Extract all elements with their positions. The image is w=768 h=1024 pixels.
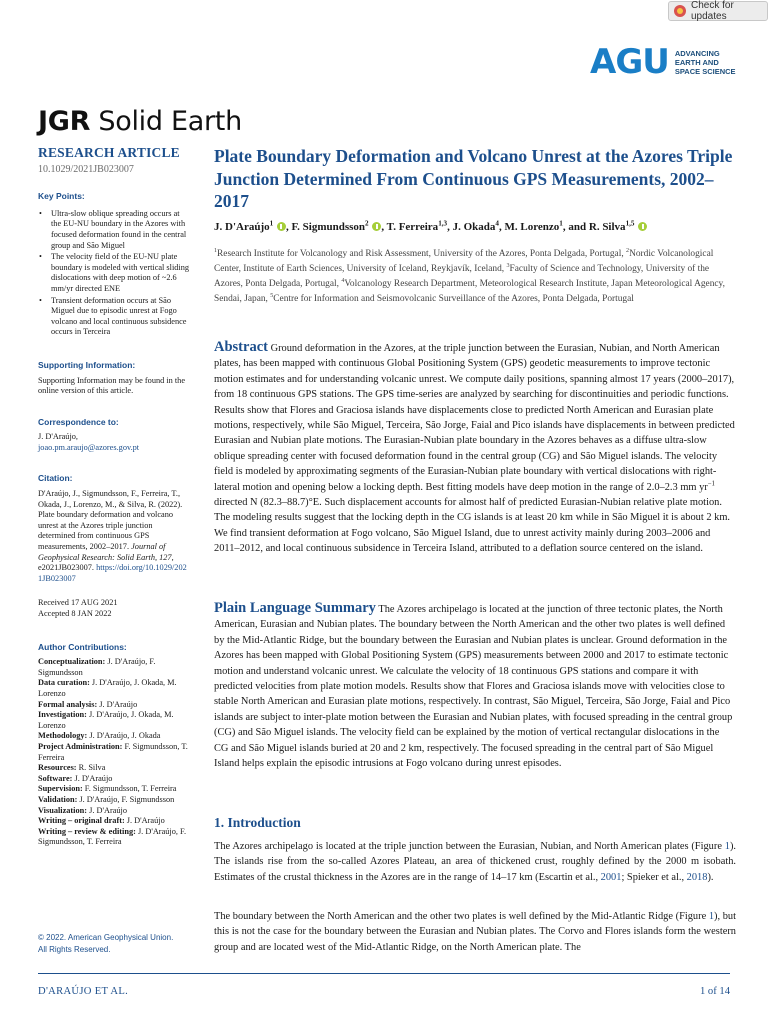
author-affiliation-number: 1,3 <box>438 219 448 228</box>
contrib-names: J. D'Araújo, J. Okada <box>87 731 161 741</box>
contrib-row <box>38 742 190 763</box>
introduction-paragraph-2 <box>214 909 736 955</box>
contrib-row <box>38 678 190 699</box>
author-name: R. Silva <box>588 221 626 233</box>
affiliation-number: 1 <box>214 247 218 254</box>
contrib-row <box>38 731 190 742</box>
supporting-info <box>38 360 190 397</box>
copyright-line: © 2022. American Geophysical Union. <box>38 933 174 942</box>
contrib-names: J. D'Araújo, F. Sigmundsson <box>77 794 175 804</box>
author-name: T. Ferreira <box>386 221 439 233</box>
contrib-names: J. D'Araújo, J. Okada, M. Lorenzo <box>38 678 177 698</box>
author-name: F. Sigmundsson <box>291 221 366 233</box>
journal-name: Solid Earth <box>90 106 242 137</box>
check-for-updates-button[interactable] <box>668 1 768 21</box>
contrib-role: Methodology: <box>38 731 88 741</box>
supporting-text: Supporting Information may be found in the online version of this article. <box>38 375 186 396</box>
plain-language-summary <box>214 601 736 771</box>
author-affiliation-number: 1,5 <box>625 219 635 228</box>
contrib-names: J. D'Araújo, F. Sigmundsson <box>38 657 156 677</box>
contrib-role: Project Administration: <box>38 741 123 751</box>
citation-text <box>38 489 190 584</box>
agu-tagline-line: EARTH AND <box>674 57 719 67</box>
abstract-text: Ground deformation in the Azores, at the triple junction between the Eurasian, Nubian, and North American plates, has been mapped with continuous Global Positioning System (GPS) geodetic measurements to improve tectonic motion estimates and for understanding volcanic unrest. We compute daily positions, spanning almost 17 years (2000–2017), from 18 continuous GPS stations. The GPS time-series are analyzed by searching for discontinuities and periodic functions. Results show that Flores and Graciosa islands have displacements close to predicted North American and Eurasian plate motions, respectively, while São Miguel, Terceira, São Jorge, Faial and Pico islands have displacements in between predicted Eurasian and Nubian plate motions. The Eurasian-Nubian plate boundary in the Azores behaves as a diffuse ultra-slow oblique spreading center with focused deformation found in the central group (CG) and São Miguel islands. The velocity field is modeled by approximating segments of the Eurasian-Nubian plate boundary with vertical dislocations with right-lateral motion and opening below a locking depth. Best fitting models have deep motion in the range of 2.0–2.3 mm yr <box>214 343 735 493</box>
crossmark-icon <box>674 5 686 17</box>
pls-text: The Azores archipelago is located at the junction of three tectonic plates, the North American, Eurasian and Nubian plates. The boundary between the North American and the other two plates is well defined by the Mid-Atlantic Ridge, but the boundary between the Eurasian and Nubian plates is unclear. Ground deformation in the Azores has been mapped with Global Positioning System (GPS) measurements between 2000 and 2017 to estimate tectonic motion and understand volcanic unrest. We calculate the velocity of 18 continuous GPS stations and compare it with predicted velocities from plate motion models. Results show that Flores and Graciosa islands move with velocities close to stable North American and Eurasian plate motions, respectively. In contrast, São Miguel, Terceira, São Jorge, Faial and Pico islands are subject to inter-plate motion between the Eurasian and Nubian plates, with focused spreading in the central group (CG) and São Miguel islands. The velocity field can be explained by the motion of vertical rectangular dislocations in the CG and São Miguel islands buried at 20 and 2 km, respectively. The focused spreading in the central part of São Miguel Island helps explain the episodic intrusions at Fogo volcano during unrest episodes. <box>214 604 733 770</box>
copyright <box>38 932 173 956</box>
orcid-icon[interactable] <box>372 222 381 231</box>
author-list: J. D'Araújo$^1$ , F. Sigmundsson$^2$ , T. Ferreira$^{1,3}$, J. Okada$^4$, M. Lorenzo$^1$, and R. Silva$^{1,5}$ <box>214 221 744 233</box>
received-date: Received 17 AUG 2021 <box>38 598 118 608</box>
abstract-superscript: −1 <box>707 480 715 488</box>
pls-heading: Plain Language Summary <box>214 600 376 616</box>
citation <box>38 473 190 584</box>
contrib-role: Supervision: <box>38 784 83 794</box>
author-name: J. D'Araújo <box>214 221 270 233</box>
key-points-list <box>38 209 190 338</box>
key-point: • Ultra-slow oblique spreading occurs at the EU-NU boundary in the Azores with focused deformation found in the central group and São Miguel <box>38 209 190 251</box>
contrib-role: Writing – original draft: <box>38 816 125 826</box>
affiliation-text: Centre for Information and Seismovolcanic Surveillance of the Azores, Ponta Delgada, Portugal <box>273 294 634 304</box>
contrib-role: Data curation: <box>38 678 90 688</box>
key-point: • The velocity field of the EU-NU plate boundary is modeled with vertical sliding dislocations with deep motion of ~2.6 mm/yr directed ENE <box>38 252 190 294</box>
paragraph-text: ; Spieker et al., <box>621 871 687 883</box>
paragraph-text: ). <box>707 871 714 883</box>
orcid-icon[interactable] <box>277 222 286 231</box>
contrib-role: Software: <box>38 773 73 783</box>
contrib-names: F. Sigmundsson, T. Ferreira <box>82 784 177 794</box>
introduction-heading: 1. Introduction <box>214 815 301 830</box>
contrib-names: R. Silva <box>76 763 106 773</box>
introduction-paragraph-1 <box>214 839 736 885</box>
contrib-row <box>38 795 190 806</box>
agu-tagline-line: ADVANCING <box>674 48 720 58</box>
contrib-names: J. D'Araújo <box>87 805 127 815</box>
contrib-names: J. D'Araújo, F. Sigmundsson, T. Ferreira <box>38 826 187 847</box>
article-type: RESEARCH ARTICLE <box>38 145 180 160</box>
agu-tagline <box>675 49 736 76</box>
journal-prefix: JGR <box>38 106 91 137</box>
affiliation-text: Volcanology Research Department, Meteorological Research Institute, Japan Meteorological Agency, Sendai, Japan, <box>214 279 725 304</box>
contrib-names: J. D'Araújo <box>124 816 165 826</box>
abstract <box>214 340 736 557</box>
agu-logo <box>590 44 736 80</box>
contrib-row <box>38 700 190 711</box>
author-name: M. Lorenzo <box>504 221 560 233</box>
contrib-names: J. D'Araújo, J. Okada, M. Lorenzo <box>38 710 174 730</box>
contrib-row <box>38 710 190 731</box>
citation-id: , e2021JB023007. <box>38 552 174 573</box>
sidebar <box>38 145 190 848</box>
citation-link[interactable]: 2018 <box>686 871 708 883</box>
affiliation-text: Nordic Volcanological Center, Institute of Earth Sciences, University of Iceland, Reykjavík, Iceland, <box>214 249 714 274</box>
affiliation-number: 3 <box>506 262 510 269</box>
contrib-row <box>38 806 190 817</box>
author-affiliation-number: 1 <box>559 219 563 228</box>
article-title: Plate Boundary Deformation and Volcano Unrest at the Azores Triple Junction Determined From Continuous GPS Measurements, 2002–2017 <box>214 146 733 211</box>
contrib-role: Resources: <box>38 763 77 773</box>
contrib-role: Validation: <box>38 794 78 804</box>
correspondence-email-link[interactable]: joao.pm.araujo@azores.gov.pt <box>38 442 140 452</box>
citation-doi-link[interactable]: https://doi.org/10.1029/2021JB023007 <box>38 563 187 583</box>
affiliation-number: 5 <box>270 292 274 299</box>
affiliation-number: 2 <box>626 247 630 254</box>
contrib-row <box>38 763 190 774</box>
author-affiliation-number: 1 <box>269 219 274 228</box>
author-affiliation-number: 4 <box>495 219 499 228</box>
abstract-heading: Abstract <box>214 339 268 355</box>
contrib-names: F. Sigmundsson, T. Ferreira <box>38 741 188 762</box>
correspondence-heading: Correspondence to: <box>38 416 119 427</box>
correspondence-name: J. D'Araújo, <box>38 432 78 442</box>
contrib-role: Visualization: <box>38 805 88 815</box>
contrib-row <box>38 657 190 678</box>
abstract-text: directed N (82.3–88.7)°E. Such displacement accounts for almost half of predicted Eurasian-Nubian relative plate motion. The modeling results suggest that the locking depth in the CG islands is at least 20 km while in São Miguel it is about 2 km. We find transient deformation at Fogo volcano, São Miguel Island, due to unrest activity mainly during 2003–2006 and 2011–2012, and local continuous subsidence in Terceira Island, attributed to a deflation source centered on the island. <box>214 497 731 555</box>
correspondence <box>38 417 190 454</box>
affiliation-text: Research Institute for Volcanology and Risk Assessment, University of the Azores, Ponta Delgada, Portugal, <box>217 249 627 259</box>
contrib-names: J. D'Araújo <box>97 699 138 709</box>
contrib-heading: Author Contributions: <box>38 641 127 652</box>
contrib-row <box>38 774 190 785</box>
contrib-row <box>38 784 190 795</box>
supporting-heading: Supporting Information: <box>38 359 136 370</box>
agu-tagline-line: SPACE SCIENCE <box>674 66 736 76</box>
key-point: • Transient deformation occurs at São Miguel due to episodic unrest at Fogo volcano and local continuous subsidence occurs in Terceira <box>38 296 190 338</box>
contrib-names: J. D'Araújo <box>72 773 113 783</box>
affiliation-number: 4 <box>341 277 345 284</box>
citation-main: D'Araújo, J., Sigmundsson, F., Ferreira, T., Okada, J., Lorenzo, M., & Silva, R. (2022). Plate boundary deformation and volcano unrest at the Azores triple junction determined from continuous GPS measurements, 2002–2017. <box>38 489 183 552</box>
orcid-icon[interactable] <box>638 222 647 231</box>
contrib-list <box>38 657 190 848</box>
affiliations <box>214 247 736 307</box>
paragraph-text: The boundary between the North American and the other two plates is well defined by the Mid-Atlantic Ridge (Figure <box>214 911 709 922</box>
doi: 10.1029/2021JB023007 <box>38 163 134 175</box>
agu-logo-mark: AGU <box>590 42 669 82</box>
footer-rule <box>38 973 730 974</box>
journal-title <box>38 106 242 137</box>
affiliation-text: Faculty of Science and Technology, University of the Azores, Ponta Delgada, Portugal, <box>214 264 710 289</box>
contrib-row <box>38 827 190 848</box>
author-contributions <box>38 642 190 848</box>
paragraph-text: ), but this is not the case for the boundary between the Eurasian and Nubian plates. The Corvo and Flores islands form the western group and are located west of the Mid-Atlantic Ridge, on the North American plate. The <box>214 911 736 953</box>
contrib-role: Writing – review & editing: <box>38 826 136 836</box>
citation-journal: Journal of Geophysical Research: Solid Earth, 127 <box>38 542 172 562</box>
contrib-row <box>38 816 190 827</box>
citation-link[interactable]: 1 <box>724 841 730 852</box>
contrib-role: Formal analysis: <box>38 699 98 709</box>
contrib-role: Conceptualization: <box>38 657 106 667</box>
citation-link[interactable]: 2001 <box>600 871 622 883</box>
citation-heading: Citation: <box>38 473 73 484</box>
footer-authors: D'ARAÚJO ET AL. <box>38 986 129 997</box>
key-points-heading: Key Points: <box>38 191 85 202</box>
page-number: 1 of 14 <box>699 986 730 997</box>
article-dates <box>38 598 190 619</box>
copyright-line: All Rights Reserved. <box>38 945 111 954</box>
contrib-role: Investigation: <box>38 710 87 720</box>
citation-link[interactable]: 1 <box>708 911 715 922</box>
paragraph-text: The Azores archipelago is located at the triple junction between the Eurasian, Nubian, and North American plates (Figure <box>214 841 725 852</box>
author-affiliation-number: 2 <box>365 219 369 228</box>
paragraph-text: ). The islands rise from the so-called Azores Plateau, an area of thickened crust, roughly defined by the 2000 m isobath. Estimates of the crustal thickness in the Azores are in the range of 14–17 km (Escartin et al., <box>214 841 736 883</box>
check-updates-label: Check for updates <box>691 0 734 22</box>
accepted-date: Accepted 8 JAN 2022 <box>38 609 112 618</box>
author-name: J. Okada <box>452 221 496 233</box>
